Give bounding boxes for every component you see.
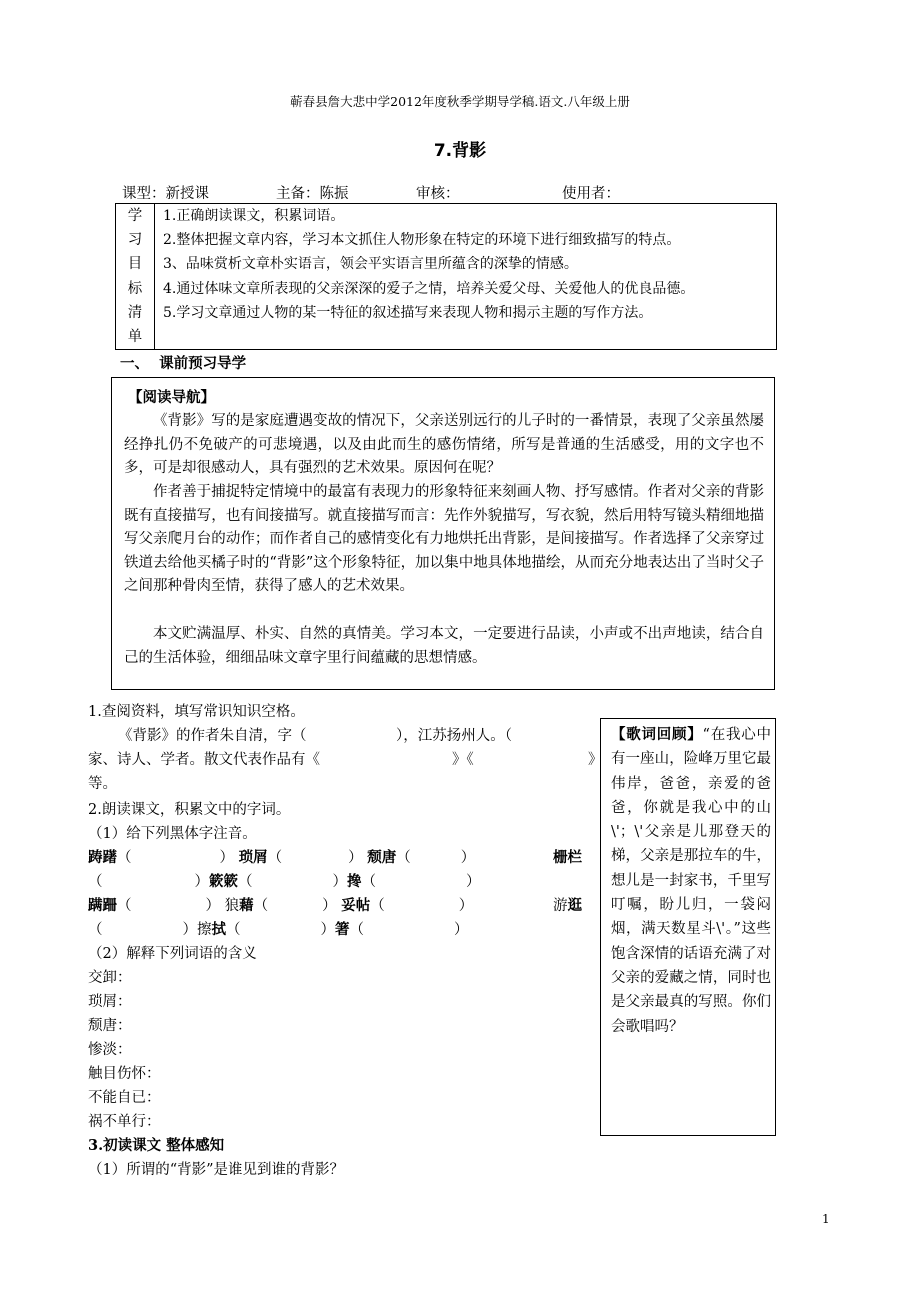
meta-user: 使用者： <box>562 186 620 202</box>
goals-list <box>155 204 777 350</box>
reading-paragraph: 作者善于捕捉特定情境中的最富有表现力的形象特征来刻画人物、抒写感情。作者对父亲的背影既有直接描写，也有间接描写。就直接描写而言：先作外貌描写，写衣貌，然后用特写镜头精细地描写父亲爬月台的动作；而作者自己的感情变化有力地烘托出背影，是间接描写。作者选择了父亲穿过铁道去给他买橘子时的“背影”这个形象特征，加以集中地具体地描绘，从而充分地表达出了当时父子之间那种骨肉至情，获得了感人的艺术效果。 <box>124 484 764 595</box>
goals-label-char: 单 <box>127 329 143 346</box>
reading-paragraph: 《背影》写的是家庭遭遇变故的情况下，父亲送别远行的儿子时的一番情景，表现了父亲虽然屡经挣扎仍不免破产的可悲境遇，以及由此而生的感伤情绪，所写是普通的生活感受，用的文字也不多，可是却很感动人，具有强烈的艺术效果。原因何在呢？ <box>124 413 764 477</box>
lyrics-review-text: “在我心中有一座山，险峰万里它最伟岸，爸爸，亲爱的爸爸，你就是我心中的山\'；\'父亲是儿那登天的梯，父亲是那拉车的牛，想儿是一封家书，千里写叮嘱，盼儿归，一袋闷烟，满天数星斗\'。”这些饱含深情的话语充满了对父亲的爱藏之情，同时也是父亲最真的写照。你们会歌唱吗？ <box>611 727 771 1035</box>
term-item: 触目伤怀： <box>88 1066 161 1082</box>
document-header: 蕲春县詹大悲中学2012年度秋季学期导学稿.语文.八年级上册 <box>290 94 630 109</box>
pinyin-word: 踌躇 <box>88 849 117 866</box>
goals-label-char: 学 <box>127 208 143 224</box>
pinyin-word: 游逛 <box>553 897 582 914</box>
q1-line-2b: 》《 <box>452 752 474 768</box>
term-item: 惨淡： <box>88 1042 132 1058</box>
reading-paragraph: 本文贮满温厚、朴实、自然的真情美。学习本文，一定要进行品读，小声或不出声地读，结合自己的生活体验，细细品味文章字里行间蕴藏的思想情感。 <box>124 626 764 666</box>
section-heading: 一、 课前预习导学 <box>120 355 247 372</box>
pinyin-word: 簌簌 <box>209 873 238 890</box>
pinyin-word: 擦拭 <box>197 921 226 938</box>
reading-guide-title: 【阅读导航】 <box>128 389 215 406</box>
pinyin-word: 蹒跚 <box>88 897 117 914</box>
question-2-heading: 2.朗读课文，积累文中的字词。 <box>88 802 291 818</box>
goals-label-char: 标 <box>127 280 143 297</box>
q1-line-2a: 家、诗人、学者。散文代表作品有《 <box>88 752 320 768</box>
pinyin-word: 栅栏 <box>553 849 582 866</box>
page-title: 7.背影 <box>433 141 487 161</box>
pinyin-word-plain: 狼 <box>224 898 240 914</box>
meta-review: 审核： <box>416 186 460 202</box>
goal-item: 2.整体把握文章内容，学习本文抓住人物形象在特定的环境下进行细致描写的特点。 <box>163 232 681 249</box>
q2-sub-1: （1）给下列黑体字注音。 <box>88 826 257 842</box>
goals-label-char: 习 <box>127 232 143 249</box>
q1-line-1b: ），江苏扬州人。（ <box>396 728 512 744</box>
pinyin-word: 箸 <box>335 921 350 938</box>
pinyin-word: 颓唐 <box>367 849 397 866</box>
goals-label-char: 清 <box>127 304 143 321</box>
q1-line-3: 等。 <box>88 776 117 792</box>
goals-label-char: 目 <box>127 256 143 273</box>
q1-line-2c: 》 <box>588 752 603 768</box>
goals-label <box>116 204 155 350</box>
question-1-heading: 1.查阅资料，填写常识知识空格。 <box>88 704 305 720</box>
goal-item: 3、品味赏析文章朴实语言，领会平实语言里所蕴含的深挚的情感。 <box>163 256 578 273</box>
pinyin-word: 搀 <box>347 873 362 890</box>
goal-item: 4.通过体味文章所表现的父亲深深的爱子之情，培养关爱父母、关爱他人的优良品德。 <box>163 280 695 297</box>
meta-type: 课型：新授课 <box>122 186 209 202</box>
q2-sub-2: （2）解释下列词语的含义 <box>88 946 257 962</box>
term-item: 颓唐： <box>88 1018 132 1034</box>
meta-host: 主备：陈振 <box>276 186 349 202</box>
q3-sub-1: （1）所谓的“背影”是谁见到谁的背影？ <box>88 1162 345 1178</box>
q1-line-1a: 《背影》的作者朱自清，字（ <box>118 728 307 744</box>
term-item: 交卸： <box>88 970 132 986</box>
goal-item: 1.正确朗读课文，积累词语。 <box>163 208 345 224</box>
term-item: 祸不单行： <box>88 1114 161 1130</box>
page-number: 1 <box>822 1212 830 1226</box>
question-3-heading: 3.初读课文 整体感知 <box>88 1137 225 1154</box>
reading-guide-box <box>111 377 775 690</box>
term-item: 不能自已： <box>88 1090 161 1106</box>
pinyin-word: 琐屑 <box>238 849 268 866</box>
term-item: 琐屑： <box>88 994 132 1010</box>
goals-table <box>115 203 777 350</box>
lyrics-review-title: 【歌词回顾】 <box>611 726 703 743</box>
pinyin-word: 妥帖 <box>341 897 371 914</box>
lyrics-review-box <box>600 718 776 1136</box>
pinyin-word: 藉 <box>239 897 254 914</box>
goal-item: 5.学习文章通过人物的某一特征的叙述描写来表现人物和揭示主题的写作方法。 <box>163 304 653 321</box>
